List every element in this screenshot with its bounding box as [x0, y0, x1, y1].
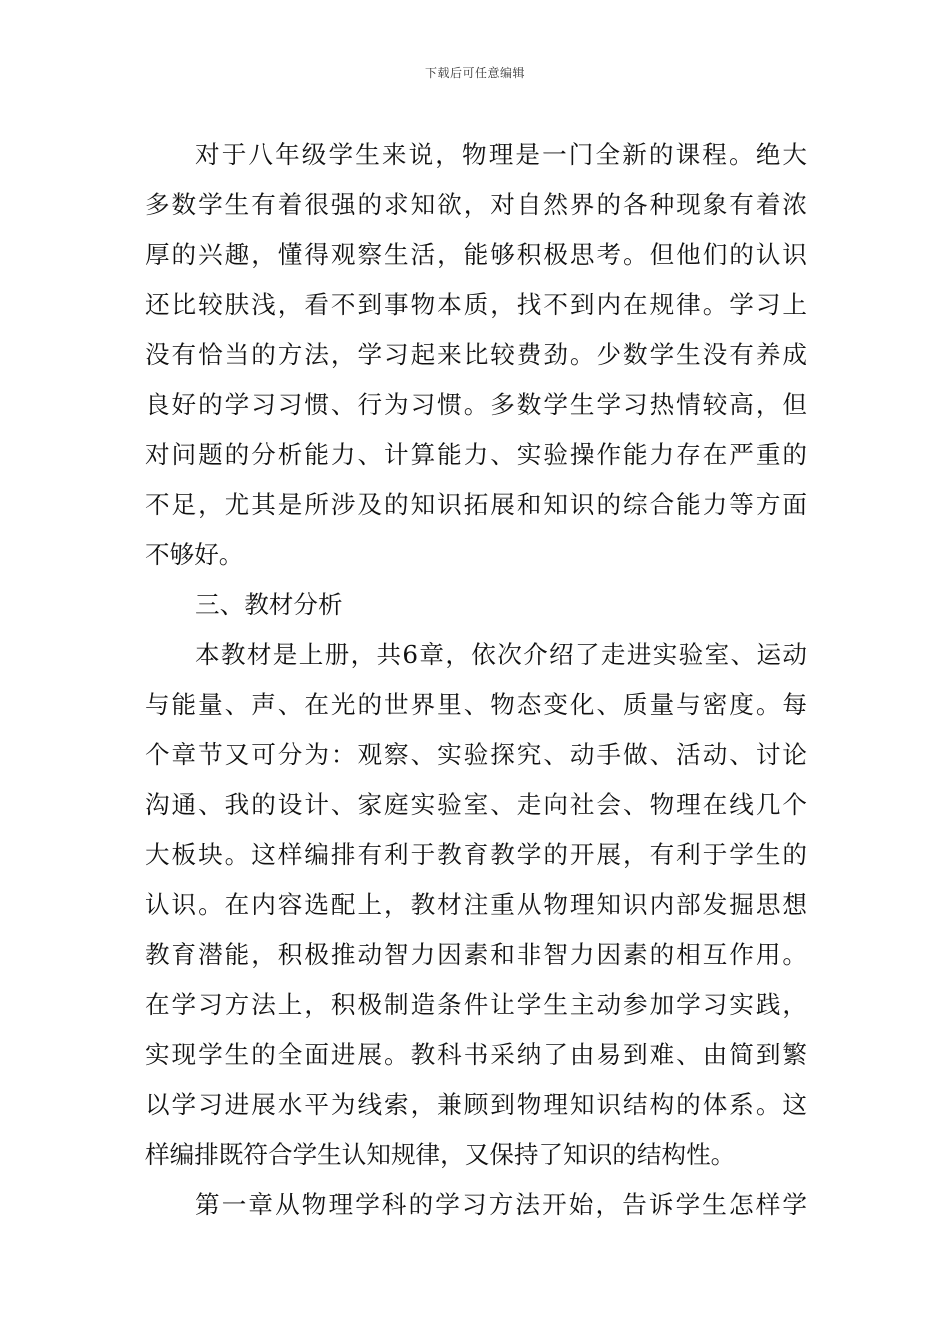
paragraph-line: 本教材是上册，共6章，依次介绍了走进实验室、运动 [195, 640, 807, 669]
paragraph-line: 在学习方法上，积极制造条件让学生主动参加学习实践， [145, 990, 807, 1019]
section-heading: 三、教材分析 [195, 590, 343, 619]
paragraph-line: 没有恰当的方法，学习起来比较费劲。少数学生没有养成 [145, 340, 807, 369]
paragraph-line: 以学习进展水平为线索，兼顾到物理知识结构的体系。这 [145, 1090, 807, 1119]
paragraph-line: 大板块。这样编排有利于教育教学的开展，有利于学生的 [145, 840, 807, 869]
paragraph-line: 沟通、我的设计、家庭实验室、走向社会、物理在线几个 [145, 790, 807, 819]
paragraph-line: 第一章从物理学科的学习方法开始，告诉学生怎样学 [195, 1190, 807, 1219]
paragraph-line: 厚的兴趣，懂得观察生活，能够积极思考。但他们的认识 [145, 240, 807, 269]
paragraph-line: 多数学生有着很强的求知欲，对自然界的各种现象有着浓 [145, 190, 807, 219]
paragraph-line: 个章节又可分为：观察、实验探究、动手做、活动、讨论 [145, 740, 807, 769]
paragraph-line: 对问题的分析能力、计算能力、实验操作能力存在严重的 [145, 440, 807, 469]
paragraph-line: 教育潜能，积极推动智力因素和非智力因素的相互作用。 [145, 940, 807, 969]
page-header: 下载后可任意编辑 [424, 66, 525, 80]
paragraph-line: 样编排既符合学生认知规律，又保持了知识的结构性。 [145, 1140, 736, 1169]
body-text [145, 130, 807, 1230]
paragraph-line: 良好的学习习惯、行为习惯。多数学生学习热情较高，但 [145, 390, 807, 419]
paragraph-line: 实现学生的全面进展。教科书采纳了由易到难、由简到繁 [145, 1040, 807, 1069]
paragraph-line: 不足，尤其是所涉及的知识拓展和知识的综合能力等方面 [145, 490, 807, 519]
paragraph-line: 不够好。 [145, 540, 244, 569]
paragraph-line: 认识。在内容选配上，教材注重从物理知识内部发掘思想 [145, 890, 807, 919]
paragraph-line: 对于八年级学生来说，物理是一门全新的课程。绝大 [195, 140, 807, 169]
paragraph-line: 还比较肤浅，看不到事物本质，找不到内在规律。学习上 [145, 290, 807, 319]
paragraph-line: 与能量、声、在光的世界里、物态变化、质量与密度。每 [145, 690, 807, 719]
